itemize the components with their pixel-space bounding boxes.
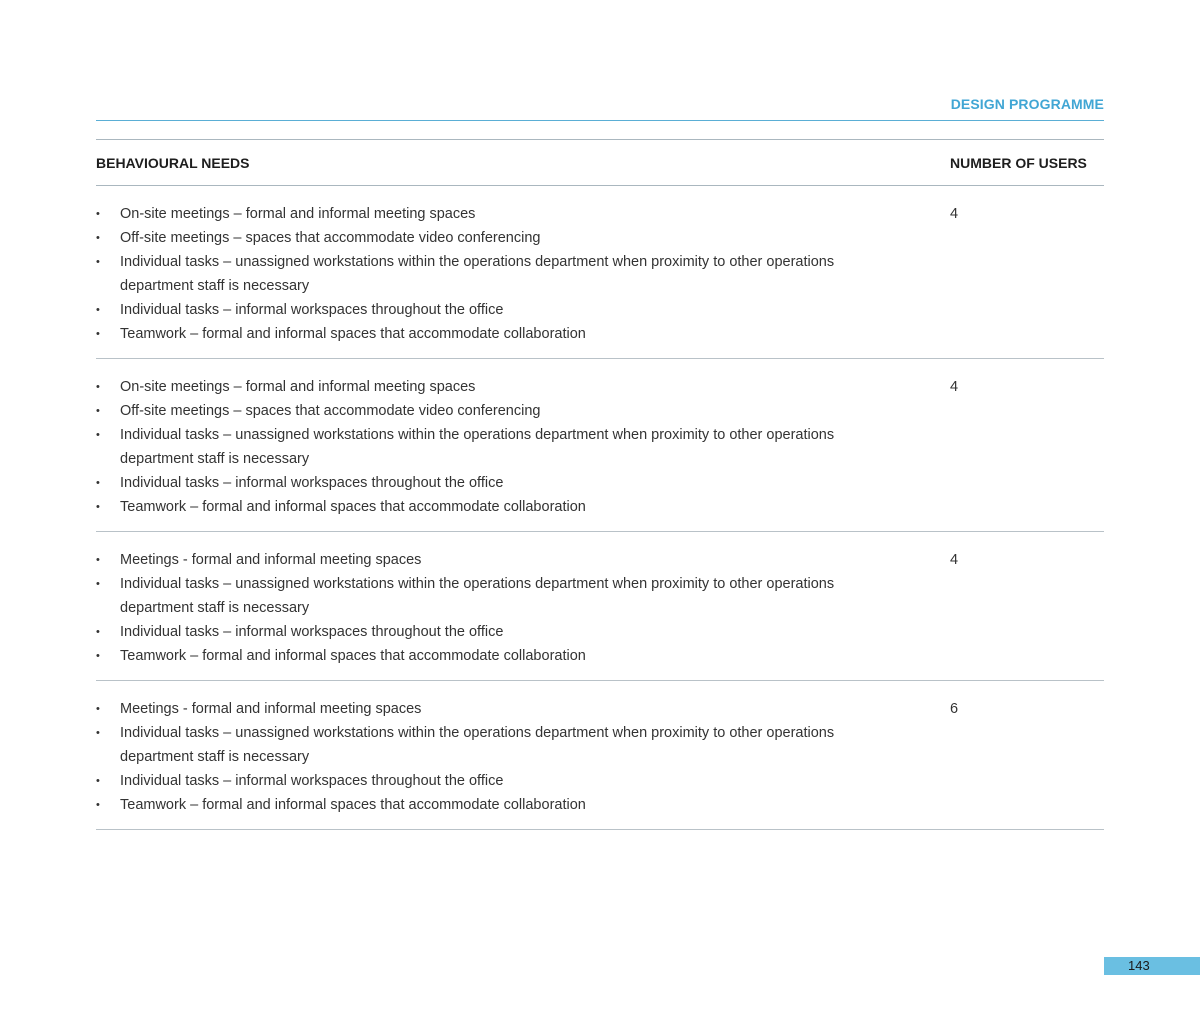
number-of-users-value: 4	[950, 206, 959, 222]
table-row	[96, 681, 1104, 830]
number-of-users-value: 4	[950, 552, 959, 568]
table-row	[96, 186, 1104, 359]
list-item: • Off-site meetings – spaces that accommodate video conferencing	[96, 226, 950, 250]
list-item: • Teamwork – formal and informal spaces that accommodate collaboration	[96, 793, 950, 817]
page-number: 143	[1128, 958, 1150, 973]
list-item: • Individual tasks – informal workspaces throughout the office	[96, 620, 950, 644]
needs-list	[96, 548, 950, 668]
number-of-users-value: 4	[950, 379, 959, 395]
list-item: • Teamwork – formal and informal spaces that accommodate collaboration	[96, 495, 950, 519]
page-number-tab	[1104, 957, 1200, 975]
section-title: DESIGN PROGRAMME	[950, 96, 1104, 112]
list-item: • Individual tasks – unassigned workstations within the operations department when proximity to other operations department staff is necessary	[96, 572, 950, 620]
list-item: • Individual tasks – informal workspaces throughout the office	[96, 471, 950, 495]
list-item: • Meetings - formal and informal meeting spaces	[96, 697, 950, 721]
header-divider	[96, 120, 1104, 121]
list-item: • Individual tasks – unassigned workstations within the operations department when proximity to other operations department staff is necessary	[96, 423, 950, 471]
needs-list	[96, 697, 950, 817]
list-item: • Meetings - formal and informal meeting spaces	[96, 548, 950, 572]
needs-list	[96, 202, 950, 346]
number-of-users-value: 6	[950, 701, 959, 717]
list-item: • On-site meetings – formal and informal meeting spaces	[96, 202, 950, 226]
table-row	[96, 359, 1104, 532]
list-item: • On-site meetings – formal and informal meeting spaces	[96, 375, 950, 399]
column-header-number-of-users: NUMBER OF USERS	[950, 154, 1087, 171]
table-row	[96, 532, 1104, 681]
needs-list	[96, 375, 950, 519]
table-header	[96, 139, 1104, 186]
column-header-behavioural-needs: BEHAVIOURAL NEEDS	[96, 154, 250, 171]
behavioural-needs-table	[96, 139, 1104, 830]
list-item: • Individual tasks – informal workspaces throughout the office	[96, 769, 950, 793]
list-item: • Individual tasks – unassigned workstations within the operations department when proximity to other operations department staff is necessary	[96, 721, 950, 769]
list-item: • Individual tasks – unassigned workstations within the operations department when proximity to other operations department staff is necessary	[96, 250, 950, 298]
list-item: • Teamwork – formal and informal spaces that accommodate collaboration	[96, 322, 950, 346]
list-item: • Off-site meetings – spaces that accommodate video conferencing	[96, 399, 950, 423]
list-item: • Individual tasks – informal workspaces throughout the office	[96, 298, 950, 322]
list-item: • Teamwork – formal and informal spaces that accommodate collaboration	[96, 644, 950, 668]
